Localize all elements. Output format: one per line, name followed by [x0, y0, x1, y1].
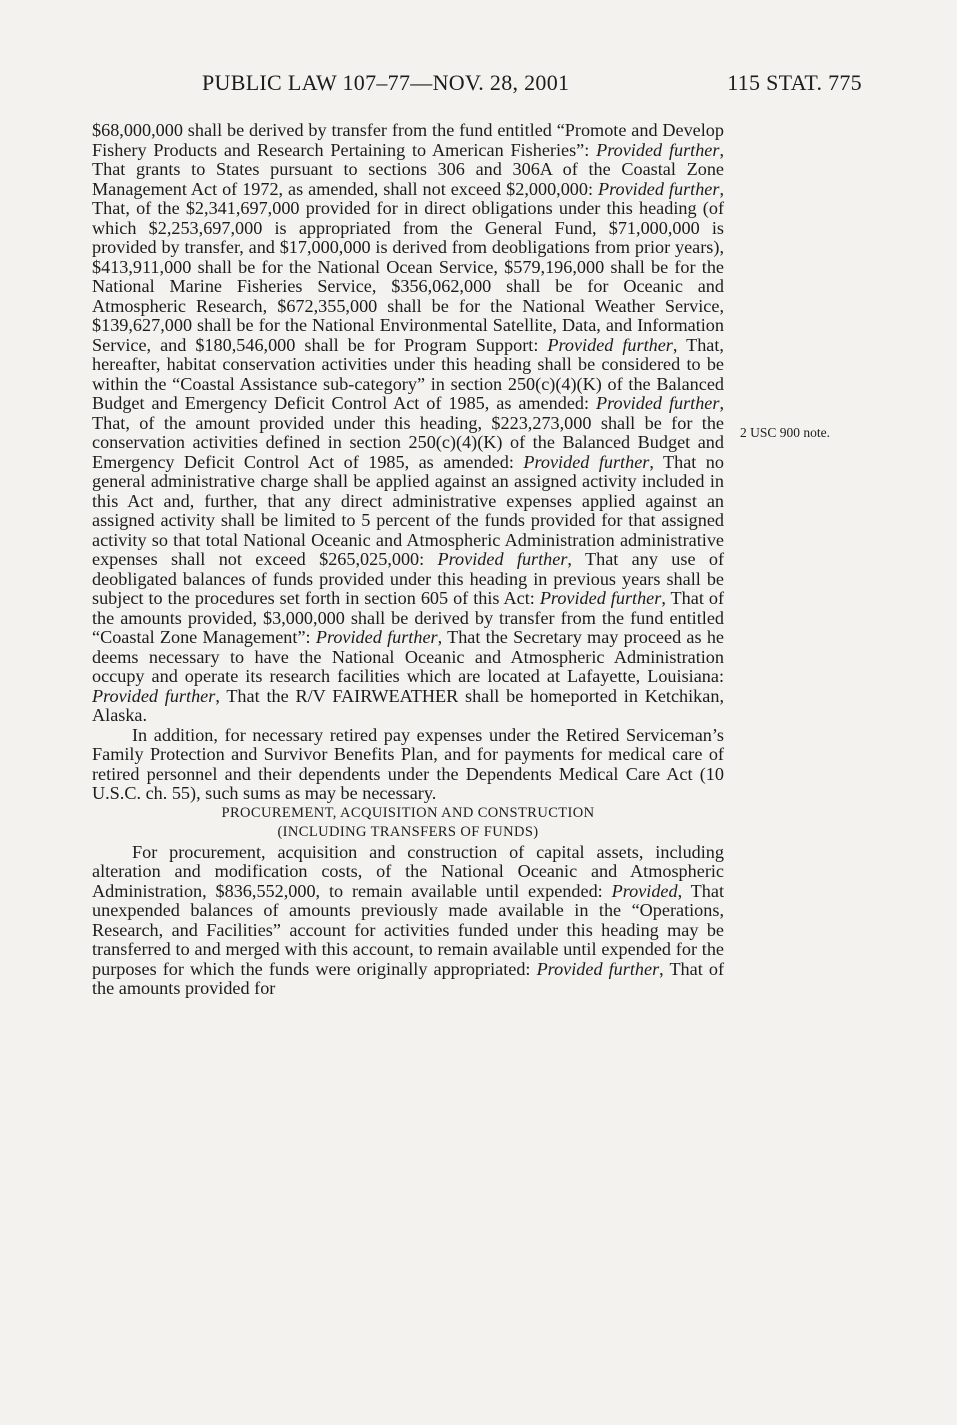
body-text [92, 121, 724, 999]
section-subheading-transfers: (INCLUDING TRANSFERS OF FUNDS) [277, 824, 539, 840]
margin-note: 2 USC 900 note. [740, 425, 831, 440]
paragraph-noaa-operations: $68,000,000 shall be derived by transfer from the fund entitled “Promote and Develop Fishery Products and Research Pertaining to American Fisheries”: Provided further, That grants to States pursuant to sections 306 and 306A of the Coastal Zone Management Act of 1972, as amended, shall not exceed $2,000,000: Provided further, That, of the $2,341,697,000 provided for in direct obligations under this heading (of which $2,253,697,000 is appropriated from the General Fund, $71,000,000 is provided by transfer, and $17,000,000 is derived from deobligations from prior years), $413,911,000 shall be for the National Ocean Service, $579,196,000 shall be for the National Marine Fisheries Service, $356,062,000 shall be for Oceanic and Atmospheric Research, $672,355,000 shall be for the National Weather Service, $139,627,000 shall be for the National Environmental Satellite, Data, and Information Service, and $180,546,000 shall be for Program Support: Provided further, That, hereafter, habitat conservation activities under this heading shall be considered to be within the “Coastal Assistance sub-category” in section 250(c)(4)(K) of the Balanced Budget and Emergency Deficit Control Act of 1985, as amended: Provided further, That, of the amount provided under this heading, $223,273,000 shall be for the conservation activities defined in section 250(c)(4)(K) of the Balanced Budget and Emergency Deficit Control Act of 1985, as amended: Provided further, That no general administrative charge shall be applied against an assigned activity included in this Act and, further, that any direct administrative expenses applied against an assigned activity shall be limited to 5 percent of the funds provided for that assigned activity so that total National Oceanic and Atmospheric Administration administrative expenses shall not exceed $265,025,000: Provided further, That any use of deobligated balances of funds provided under this heading in previous years shall be subject to the procedures set forth in section 605 of this Act: Provided further, That of the amounts provided, $3,000,000 shall be derived by transfer from the fund entitled “Coastal Zone Management”: Provided further, That the Secretary may proceed as he deems necessary to have the National Oceanic and Atmospheric Administration occupy and operate its research facilities which are located at Lafayette, Louisiana: Provided further, That the R/V FAIRWEATHER shall be homeported in Ketchikan, Alaska. [92, 120, 725, 725]
section-heading-procurement: PROCUREMENT, ACQUISITION AND CONSTRUCTION [221, 804, 595, 821]
paragraph-procurement: For procurement, acquisition and construction of capital assets, including alteration and modification costs, of the National Oceanic and Atmospheric Administration, $836,552,000, to remain available until expended: Provided, That unexpended balances of amounts previously made available in the “Operations, Research, and Facilities” account for activities funded under this heading may be transferred to and merged with this account, to remain available until expended for the purposes for which the funds were originally appropriated: Provided further, That of the amounts provided for [92, 841, 725, 998]
paragraph-retired-pay: In addition, for necessary retired pay expenses under the Retired Serviceman’s Family Protection and Survivor Benefits Plan, and for payments for medical care of retired personnel and their dependents under the Dependents Medical Care Act (10 U.S.C. ch. 55), such sums as may be necessary. [92, 724, 724, 803]
running-head-law: PUBLIC LAW 107–77—NOV. 28, 2001 [202, 70, 570, 95]
page-number-stat: 115 STAT. 775 [727, 70, 862, 95]
page-header [202, 70, 862, 104]
